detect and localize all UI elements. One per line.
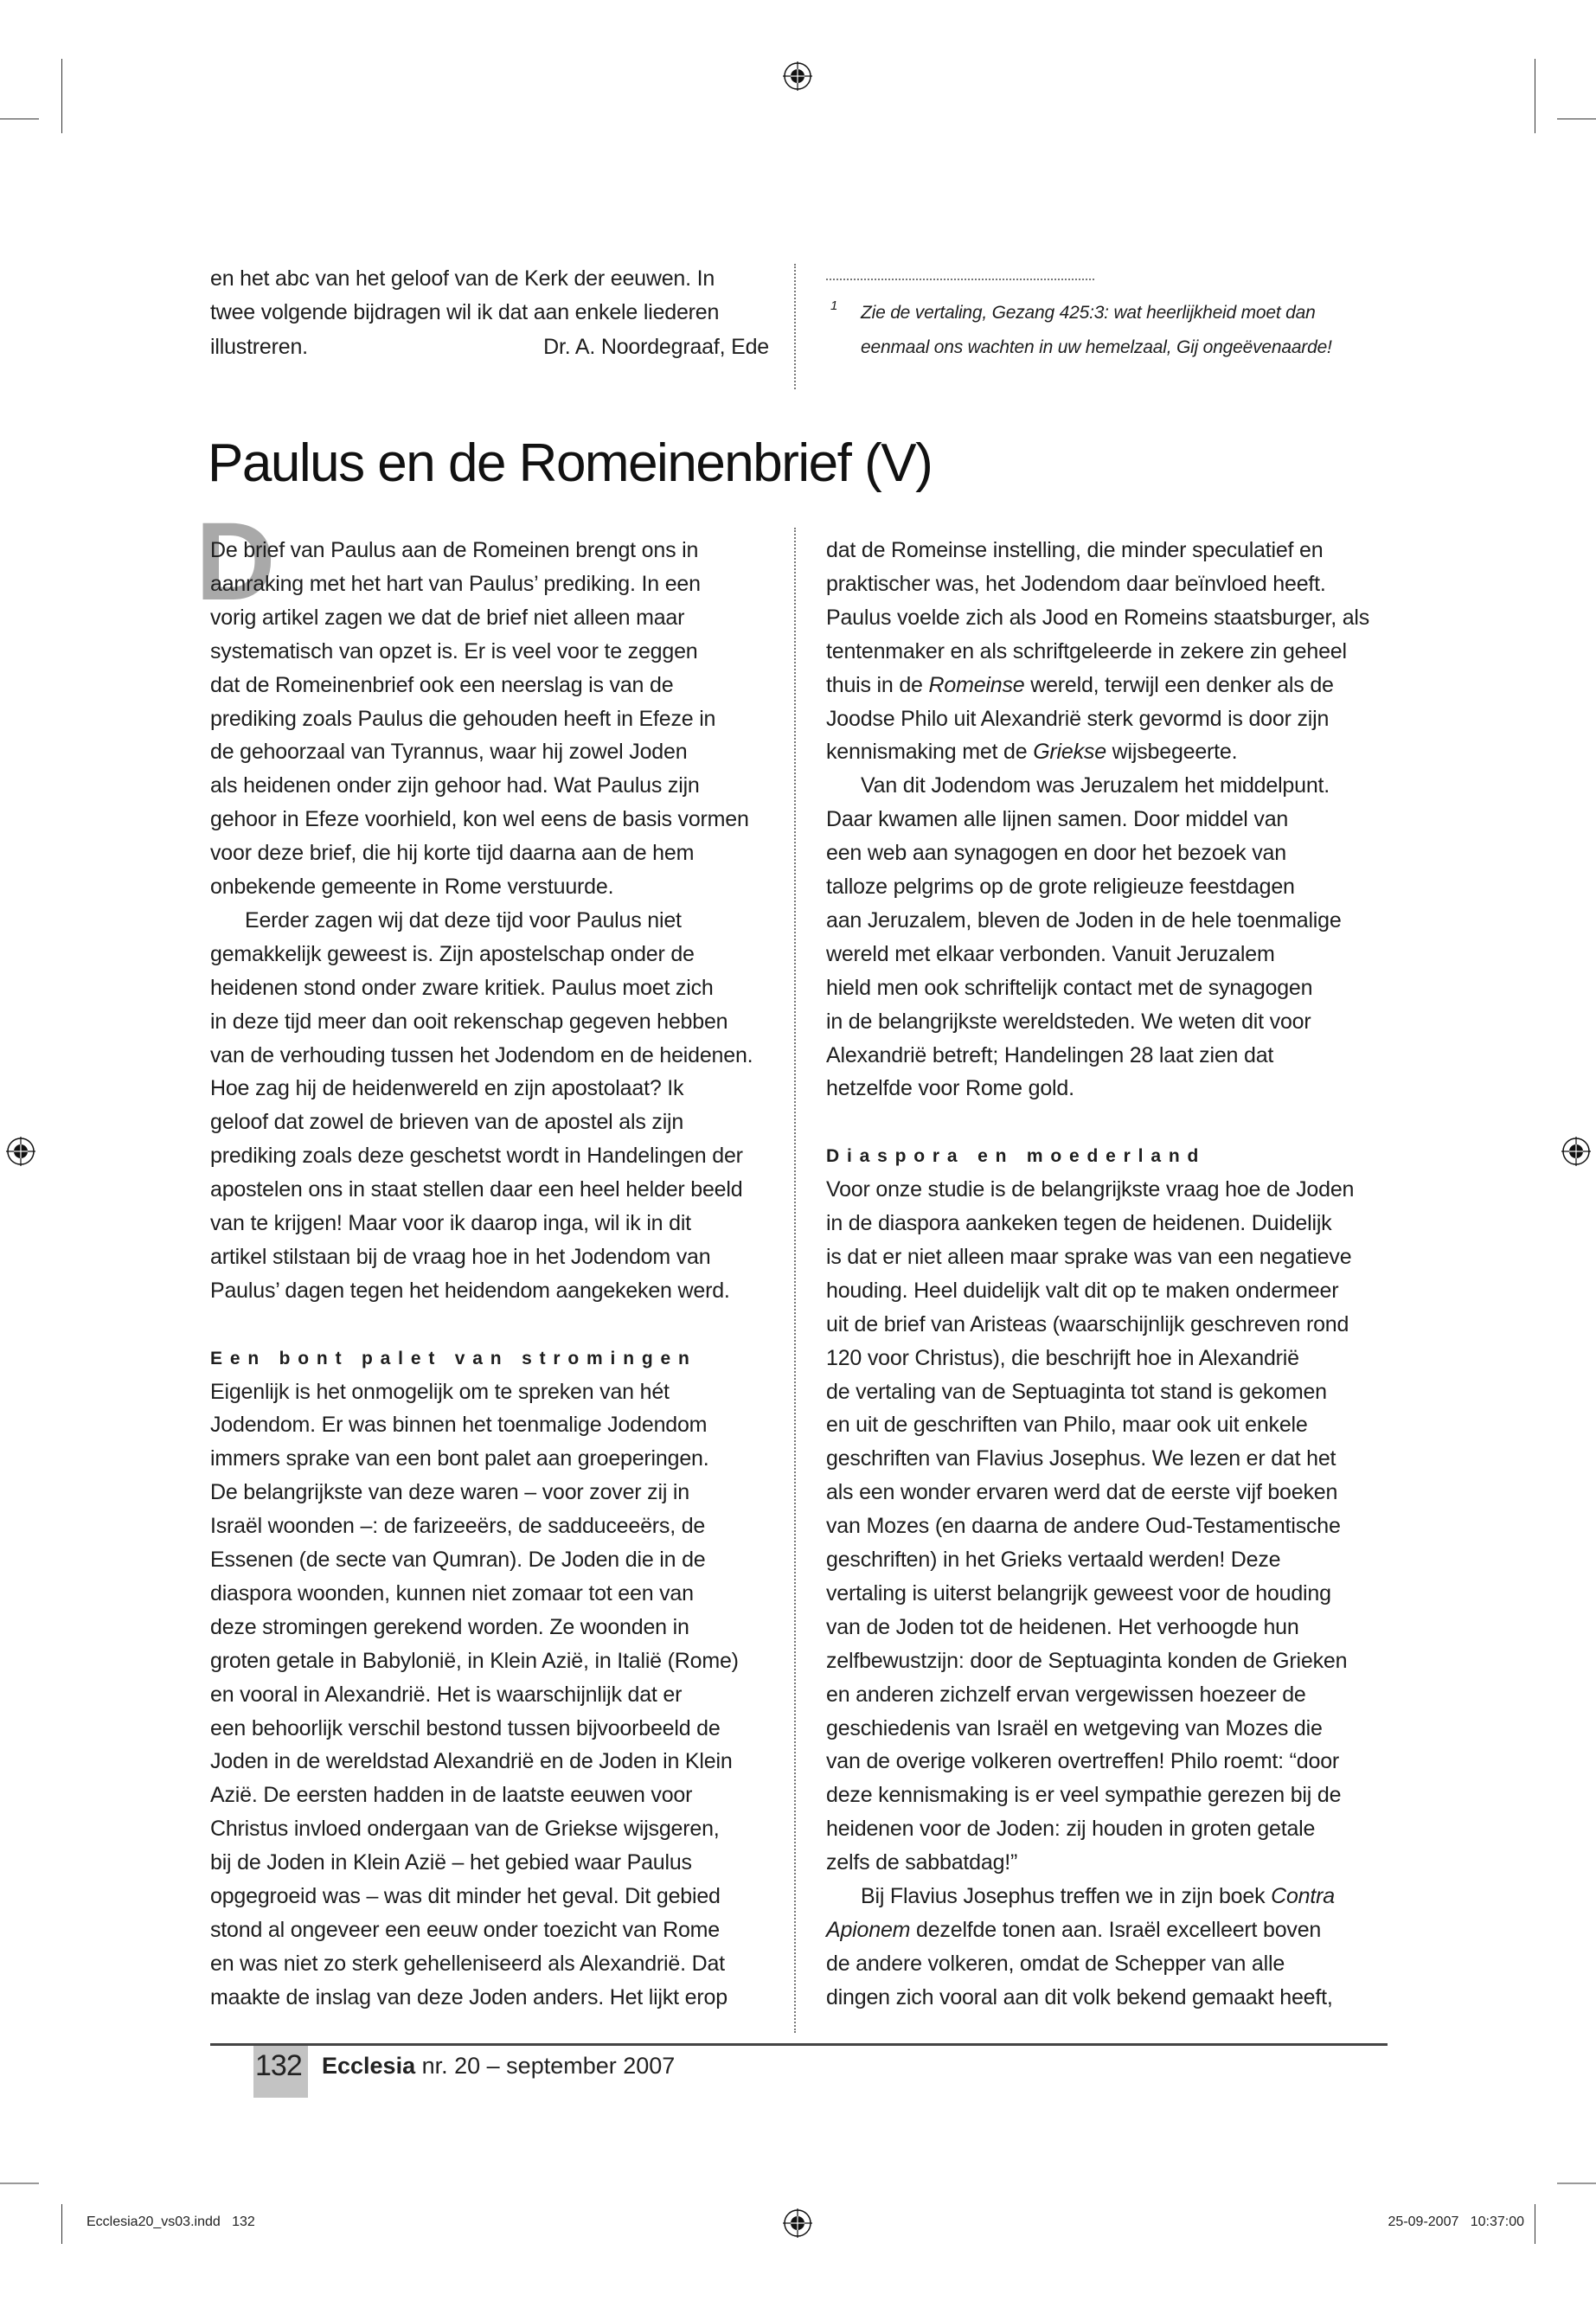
body-line: als een wonder ervaren werd dat de eerste vijf boeken [826,1480,1338,1505]
body-line: heidenen stond onder zware kritiek. Paulus moet zich [210,975,714,1000]
body-line: apostelen ons in staat stellen daar een heel helder beeld [210,1177,743,1202]
body-line: Paulus’ dagen tegen het heidendom aangekeken werd. [210,1278,730,1303]
body-line: is dat er niet alleen maar sprake was van een negatieve [826,1244,1352,1269]
body-line: groten getale in Babylonië, in Klein Azië, in Italië (Rome) [210,1648,739,1673]
body-line: Israël woonden –: de farizeeërs, de sadduceeërs, de [210,1514,706,1539]
body-line: houding. Heel duidelijk valt dit op te maken ondermeer [826,1278,1339,1303]
italic-text: Contra [1271,1884,1335,1908]
body-line: tentenmaker en als schriftgeleerde in zekere zin geheel [826,638,1347,663]
registration-mark-icon [1561,1137,1591,1166]
footer-rule [210,2043,1388,2046]
body-line: dingen zich vooral aan dit volk bekend gemaakt heeft, [826,1984,1333,2009]
body-line: Hoe zag hij de heidenwereld en zijn apostolaat? Ik [210,1076,684,1101]
body-line: hetzelfde voor Rome gold. [826,1076,1074,1101]
body-line: in de belangrijkste wereldsteden. We weten dit voor [826,1009,1311,1034]
body-line: systematisch van opzet is. Er is veel voor te zeggen [210,638,698,663]
body-line: praktischer was, het Jodendom daar beïnvloed heeft. [826,571,1326,596]
body-line: Voor onze studie is de belangrijkste vraag hoe de Joden [826,1177,1355,1202]
body-line: gemakkelijk geweest is. Zijn apostelschap onder de [210,941,695,966]
crop-mark [0,2182,39,2184]
body-line: Daar kwamen alle lijnen samen. Door middel van [826,807,1289,832]
page-number: 132 [255,2049,302,2082]
body-line: in deze tijd meer dan ooit rekenschap gegeven hebben [210,1009,728,1034]
page-number-box [253,2046,308,2098]
text-segment: wijsbegeerte. [1106,740,1238,765]
body-line: en vooral in Alexandrië. Het is waarschijnlijk dat er [210,1682,683,1707]
body-line [826,669,1334,702]
registration-mark-icon [783,2208,812,2238]
section-heading: Diaspora en moederland [826,1146,1207,1167]
body-line: deze stromingen gerekend worden. Ze woonden in [210,1614,689,1639]
body-line: aan Jeruzalem, bleven de Joden in de hele toenmalige [826,907,1342,933]
footnote-line: Zie de vertaling, Gezang 425:3: wat heerlijkheid moet dan [861,303,1316,323]
body-line: Joodse Philo uit Alexandrië sterk gevormd is door zijn [826,706,1330,731]
body-line: vorig artikel zagen we dat de brief niet alleen maar [210,605,685,630]
crop-mark [61,2204,62,2244]
body-line: talloze pelgrims op de grote religieuze feestdagen [826,875,1295,899]
body-line: aanraking met het hart van Paulus’ prediking. In een [210,571,701,596]
body-line: wereld met elkaar verbonden. Vanuit Jeruzalem [826,941,1275,966]
body-line: De belangrijkste van deze waren – voor zover zij in [210,1480,689,1505]
top-text-line: illustreren. [210,335,308,359]
body-line: prediking zoals Paulus die gehouden heeft in Efeze in [210,706,716,731]
body-line: opgegroeid was – was dit minder het geval. Dit gebied [210,1884,721,1908]
body-line: Azië. De eersten hadden in de laatste eeuwen voor [210,1783,693,1808]
body-line: Eerder zagen wij dat deze tijd voor Paulus niet [245,907,682,933]
footnote-number: 1 [830,298,838,313]
column-divider [794,528,796,2033]
top-text-line: en het abc van het geloof van de Kerk der eeuwen. In [210,266,715,291]
italic-text: Romeinse [928,672,1025,697]
body-line: Alexandrië betreft; Handelingen 28 laat zien dat [826,1042,1274,1067]
registration-mark-icon [6,1137,35,1166]
body-line: bij de Joden in Klein Azië – het gebied waar Paulus [210,1850,692,1875]
body-line: Van dit Jodendom was Jeruzalem het middelpunt. [861,773,1330,798]
text-segment: dezelfde tonen aan. Israël excelleert boven [910,1917,1322,1942]
body-line: een web aan synagogen en door het bezoek van [826,841,1286,866]
footnote-line: eenmaal ons wachten in uw hemelzaal, Gij ongeëvenaarde! [861,337,1332,357]
registration-mark-icon [783,61,812,91]
drop-cap: D [195,500,276,624]
body-line [861,1880,1335,1913]
body-line: de vertaling van de Septuaginta tot stand is gekomen [826,1379,1327,1404]
body-line: Paulus voelde zich als Jood en Romeins staatsburger, als [826,605,1370,630]
body-line: van Mozes (en daarna de andere Oud-Testamentische [826,1514,1341,1539]
slug-datetime: 25-09-2007 10:37:00 [1388,2214,1524,2229]
body-line: gehoor in Efeze voorhield, kon wel eens de basis vormen [210,807,749,832]
body-line: onbekende gemeente in Rome verstuurde. [210,875,614,899]
slug-filename: Ecclesia20_vs03.indd 132 [87,2214,255,2229]
body-line: Jodendom. Er was binnen het toenmalige Jodendom [210,1413,708,1438]
italic-text: Griekse [1033,740,1106,765]
body-line: de gehoorzaal van Tyrannus, waar hij zowel Joden [210,740,688,765]
body-line: de andere volkeren, omdat de Schepper van alle [826,1951,1285,1976]
body-line: dat de Romeinenbrief ook een neerslag is van de [210,672,674,697]
body-line: van de overige volkeren overtreffen! Philo roemt: “door [826,1749,1340,1774]
issue-info: nr. 20 – september 2007 [421,2053,676,2079]
body-line: geschriften van Flavius Josephus. We lezen er dat het [826,1446,1336,1471]
body-line: diaspora woonden, kunnen niet zomaar tot een van [210,1580,694,1606]
body-line: immers sprake van een bont palet aan groeperingen. [210,1446,709,1471]
body-line [826,1913,1321,1947]
body-line: en was niet zo sterk gehelleniseerd als Alexandrië. Dat [210,1951,725,1976]
body-line: artikel stilstaan bij de vraag hoe in het Jodendom van [210,1244,711,1269]
body-line: voor deze brief, die hij korte tijd daarna aan de hem [210,841,695,866]
body-line: een behoorlijk verschil bestond tussen bijvoorbeeld de [210,1715,721,1740]
body-line: De brief van Paulus aan de Romeinen brengt ons in [210,538,699,562]
crop-mark [61,59,62,133]
body-line: in de diaspora aankeken tegen de heidenen. Duidelijk [826,1211,1332,1235]
section-heading: Een bont palet van stromingen [210,1348,697,1368]
body-line: zelfs de sabbatdag!” [826,1850,1018,1875]
body-line: Christus invloed ondergaan van de Griekse wijsgeren, [210,1817,720,1842]
body-line: prediking zoals deze geschetst wordt in Handelingen der [210,1144,743,1169]
body-line: van de verhouding tussen het Jodendom en de heidenen. [210,1042,753,1067]
body-line: uit de brief van Aristeas (waarschijnlijk geschreven rond [826,1311,1349,1336]
body-line: Eigenlijk is het onmogelijk om te spreken van hét [210,1379,670,1404]
body-line: 120 voor Christus), die beschrijft hoe in Alexandrië [826,1345,1299,1370]
body-line: als heidenen onder zijn gehoor had. Wat Paulus zijn [210,773,700,798]
footnote-rule [826,279,1094,280]
body-line: stond al ongeveer een eeuw onder toezicht van Rome [210,1917,720,1942]
body-line: en anderen zichzelf ervan vergewissen hoezeer de [826,1682,1306,1707]
body-line: geloof dat zowel de brieven van de apostel als zijn [210,1110,684,1135]
body-line: Essenen (de secte van Qumran). De Joden die in de [210,1548,706,1572]
body-line: dat de Romeinse instelling, die minder speculatief en [826,538,1324,562]
text-segment: Bij Flavius Josephus treffen we in zijn boek [861,1884,1272,1908]
body-line: geschriften) in het Grieks vertaald werden! Deze [826,1548,1281,1572]
author-signature: Dr. A. Noordegraaf, Ede [543,335,769,359]
magazine-name: Ecclesia [322,2053,416,2079]
body-line: heidenen voor de Joden: zij houden in groten getale [826,1817,1316,1842]
text-segment: wereld, terwijl een denker als de [1024,672,1334,697]
body-line: van de Joden tot de heidenen. Het verhoogde hun [826,1614,1299,1639]
body-line: vertaling is uiterst belangrijk geweest voor de houding [826,1580,1331,1606]
body-line: deze kennismaking is er veel sympathie gerezen bij de [826,1783,1342,1808]
column-divider [794,264,796,389]
body-line [826,735,1237,769]
body-line: van te krijgen! Maar voor ik daarop inga, wil ik in dit [210,1211,691,1235]
text-segment: kennismaking met de [826,740,1034,765]
body-line: maakte de inslag van deze Joden anders. Het lijkt erop [210,1984,727,2009]
body-line: hield men ook schriftelijk contact met de synagogen [826,975,1313,1000]
body-line: Joden in de wereldstad Alexandrië en de Joden in Klein [210,1749,733,1774]
italic-text: Apionem [826,1917,911,1942]
article-title: Paulus en de Romeinenbrief (V) [208,433,933,493]
text-segment: thuis in de [826,672,929,697]
footer-publication [322,2053,675,2080]
crop-mark [1557,2182,1596,2184]
top-text-line: twee volgende bijdragen wil ik dat aan enkele liederen [210,300,720,324]
body-line: en uit de geschriften van Philo, maar ook uit enkele [826,1413,1308,1438]
body-line: zelfbewustzijn: door de Septuaginta konden de Grieken [826,1648,1348,1673]
body-line: geschiedenis van Israël en wetgeving van Mozes die [826,1715,1323,1740]
